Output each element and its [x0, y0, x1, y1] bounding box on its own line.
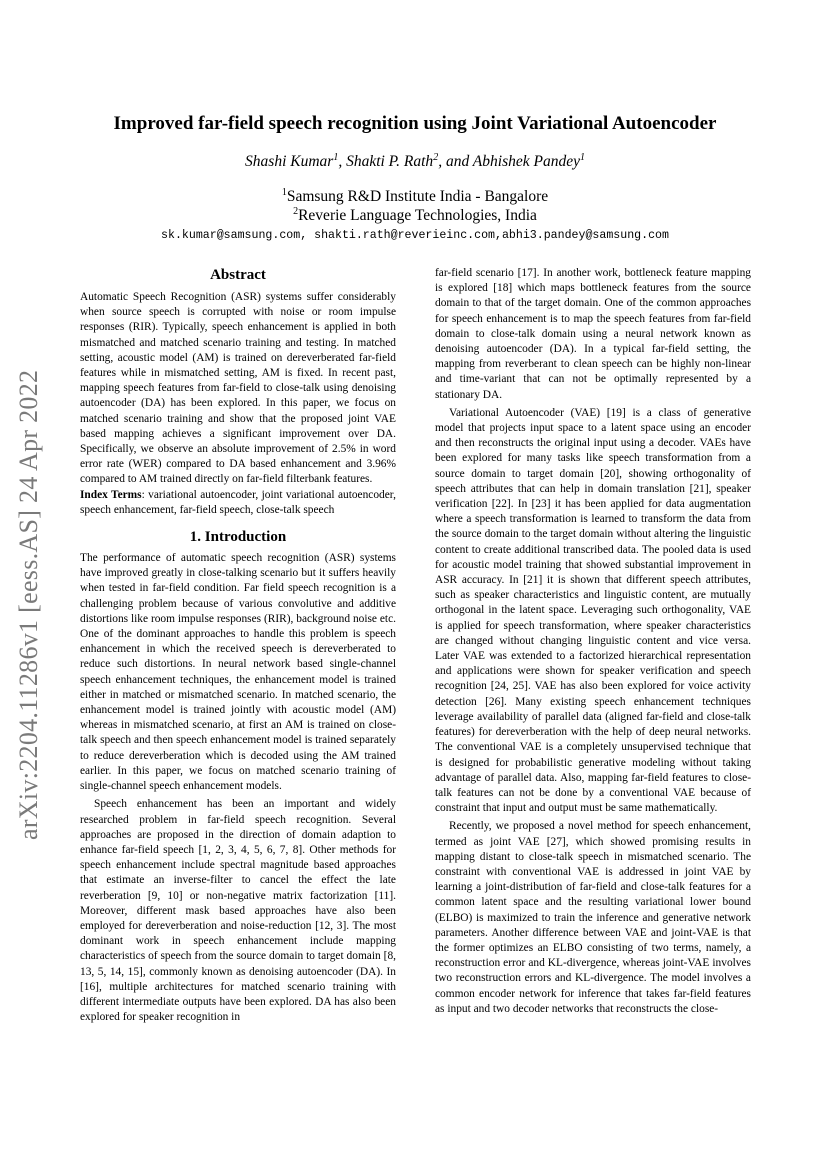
author-name: Abhishek Pandey: [472, 153, 580, 171]
affiliation-text: Samsung R&D Institute India - Bangalore: [286, 188, 549, 206]
author-affiliation-mark: 1: [579, 152, 585, 163]
index-terms-text: : variational autoencoder, joint variational autoencoder, speech enhancement, far-field speech, close-talk speech: [80, 488, 396, 516]
author-separator: ,: [338, 153, 347, 171]
right-paragraph-2: Variational Autoencoder (VAE) [19] is a class of generative model that projects input space to a latent space using an encoder and then reconstructs the original input using a decoder. VAEs have been explored for many tasks like speech transformation from a source domain to target domain [20], showing orthogonality of speech attributes that can help in domain translation [21], speaker verification [22]. In [23] it has been applied for data augmentation where a speech transformation is learned to transform the data from the source domain to the target domain without altering the linguistic content to create additional transcribed data. The pooled data is used for acoustic model training that showed substantial improvement in ASR accuracy. In [21] it is shown that different speech attributes, such as speaker characteristics and linguistic content, are mutually orthogonal in the latent space. Leveraging such orthogonality, VAE is applied for speech transformation, where speaker characteristics are changed without changing linguistic content and vice versa. Later VAE was extended to a factorized hierarchical representation and applications were shown for speaker verification and speech recognition [24, 25]. VAE has also been explored for voice activity detection [26]. Many existing speech enhancement techniques leverage availability of parallel data (aligned far-field and close-talk features) for dereverberation with the help of deep neural networks. The conventional VAE is a completely unsupervised technique that is designed for probabilistic generative modeling without taking advantage of parallel data. Also, mapping far-field features to close-talk features can not be done by a conventional VAE because of constraint that input and output must be same mathematically.: [435, 406, 751, 815]
index-terms-label: Index Terms: [80, 488, 142, 501]
right-paragraph-1: far-field scenario [17]. In another work, bottleneck feature mapping is explored [18] which maps bottleneck features from the source domain to that of the target domain. One of the common approaches for speech enhancement is to map the speech features from far-field domain to close-talk domain using a neural network known as denoising autoencoder (DA). In a typical far-field setting, the mapping from reverberant to clean speech can be highly non-linear and time-variant that can not be optimally represented by a stationary DA.: [435, 267, 751, 401]
affiliation-1: [60, 187, 770, 206]
affiliation-text: Reverie Language Technologies, India: [298, 207, 537, 225]
author-affiliation-mark: 1: [333, 152, 339, 163]
paper-title: Improved far-field speech recognition using Joint Variational Autoencoder: [113, 113, 717, 134]
abstract-heading: Abstract: [210, 267, 266, 283]
abstract-text: Automatic Speech Recognition (ASR) systems suffer considerably when source speech is corrupted with noise or room impulse responses (RIR). Typically, speech enhancement is applied in both mismatched and matched scenario training and testing. In matched setting, acoustic model (AM) is trained on dereverberated far-field features while in mismatched setting, AM is fixed. In recent past, mapping speech features from far-field to close-talk using denoising autoencoder (DA) has been explored. In this paper, we focus on matched scenario training and show that the proposed joint VAE based mapping achieves a significant improvement over DA. Specifically, we observe an absolute improvement of 2.5% in word error rate (WER) compared to DA based enhancement and 3.96% compared to AM trained directly on far-field filterbank features.: [80, 291, 396, 486]
left-column: [80, 267, 396, 1025]
index-terms: [80, 488, 396, 518]
arxiv-stamp: arXiv:2204.11286v1 [eess.AS] 24 Apr 2022: [14, 369, 43, 840]
author-name: Shashi Kumar: [245, 153, 334, 171]
author-list: [60, 152, 770, 171]
affiliation-2: [60, 206, 770, 225]
author-separator: , and: [438, 153, 473, 171]
right-paragraph-3: Recently, we proposed a novel method for speech enhancement, termed as joint VAE [27], which showed promising results in mapping distant to close-talk speech in mismatched scenario. The constraint with conventional VAE is addressed in joint VAE by learning a joint-distribution of far-field and close-talk features for a common latent space and the resulting variational lower bound (ELBO) is maximized to train the inference and generative network parameters. Another difference between VAE and joint-VAE is that the former optimizes an ELBO consisting of two terms, namely, a reconstruction error and KL-divergence, whereas joint-VAE involves two reconstruction errors and KL-divergence. The model involves a common encoder network for inference that takes far-field features as input and two decoder networks that reconstructs the close-: [435, 820, 751, 1015]
intro-paragraph-2: Speech enhancement has been an important and widely researched problem in far-field speech recognition. Several approaches are proposed in the direction of domain adaption to enhance far-field speech [1, 2, 3, 4, 5, 6, 7, 8]. Other methods for speech enhancement include spectral magnitude based approaches that estimate an inverse-filter to cancel the effect the late reverberation [9, 10] or non-negative matrix factorization [11]. Moreover, different mask based approaches have also been employed for dereverberation and noise-reduction [12, 3]. The most dominant work in speech enhancement include mapping characteristics of speech from the source domain to target domain [8, 13, 5, 14, 15], commonly known as denoising autoencoder (DA). In [16], multiple architectures for matched scenario training with different intermediate outputs have been explored. DA has also been explored for speaker recognition in: [80, 798, 396, 1024]
author-affiliation-mark: 2: [433, 152, 439, 163]
affiliation-mark: 2: [293, 206, 299, 217]
author-name: Shakti P. Rath: [346, 153, 434, 171]
right-column: [435, 266, 751, 1017]
intro-paragraph-1: The performance of automatic speech recognition (ASR) systems have improved greatly in close-talking scenario but it suffers heavily when tested in far-field condition. Far field speech recognition is a challenging problem because of various convolutive and additive distortions like room impulse responses (RIR), background noise etc. One of the dominant approaches to handle this problem is speech enhancement in which the received speech is dereverberated to reduce such distortions. In neural network based single-channel speech enhancement techniques, the enhancement model is trained either in matched or mismatched scenario. In matched scenario, the enhancement model is trained jointly with acoustic model (AM) whereas in mismatched scenario, at first an AM is trained on close-talk speech and then speech enhancement model is trained separately to reduce dereverberation which is decoded using the AM trained earlier. In this paper, we focus on matched scenario training of single-channel speech enhancement models.: [80, 552, 396, 793]
author-emails: sk.kumar@samsung.com, shakti.rath@reverieinc.com,abhi3.pandey@samsung.com: [161, 229, 669, 242]
introduction-heading: 1. Introduction: [189, 529, 287, 546]
affiliation-mark: 1: [281, 187, 287, 198]
